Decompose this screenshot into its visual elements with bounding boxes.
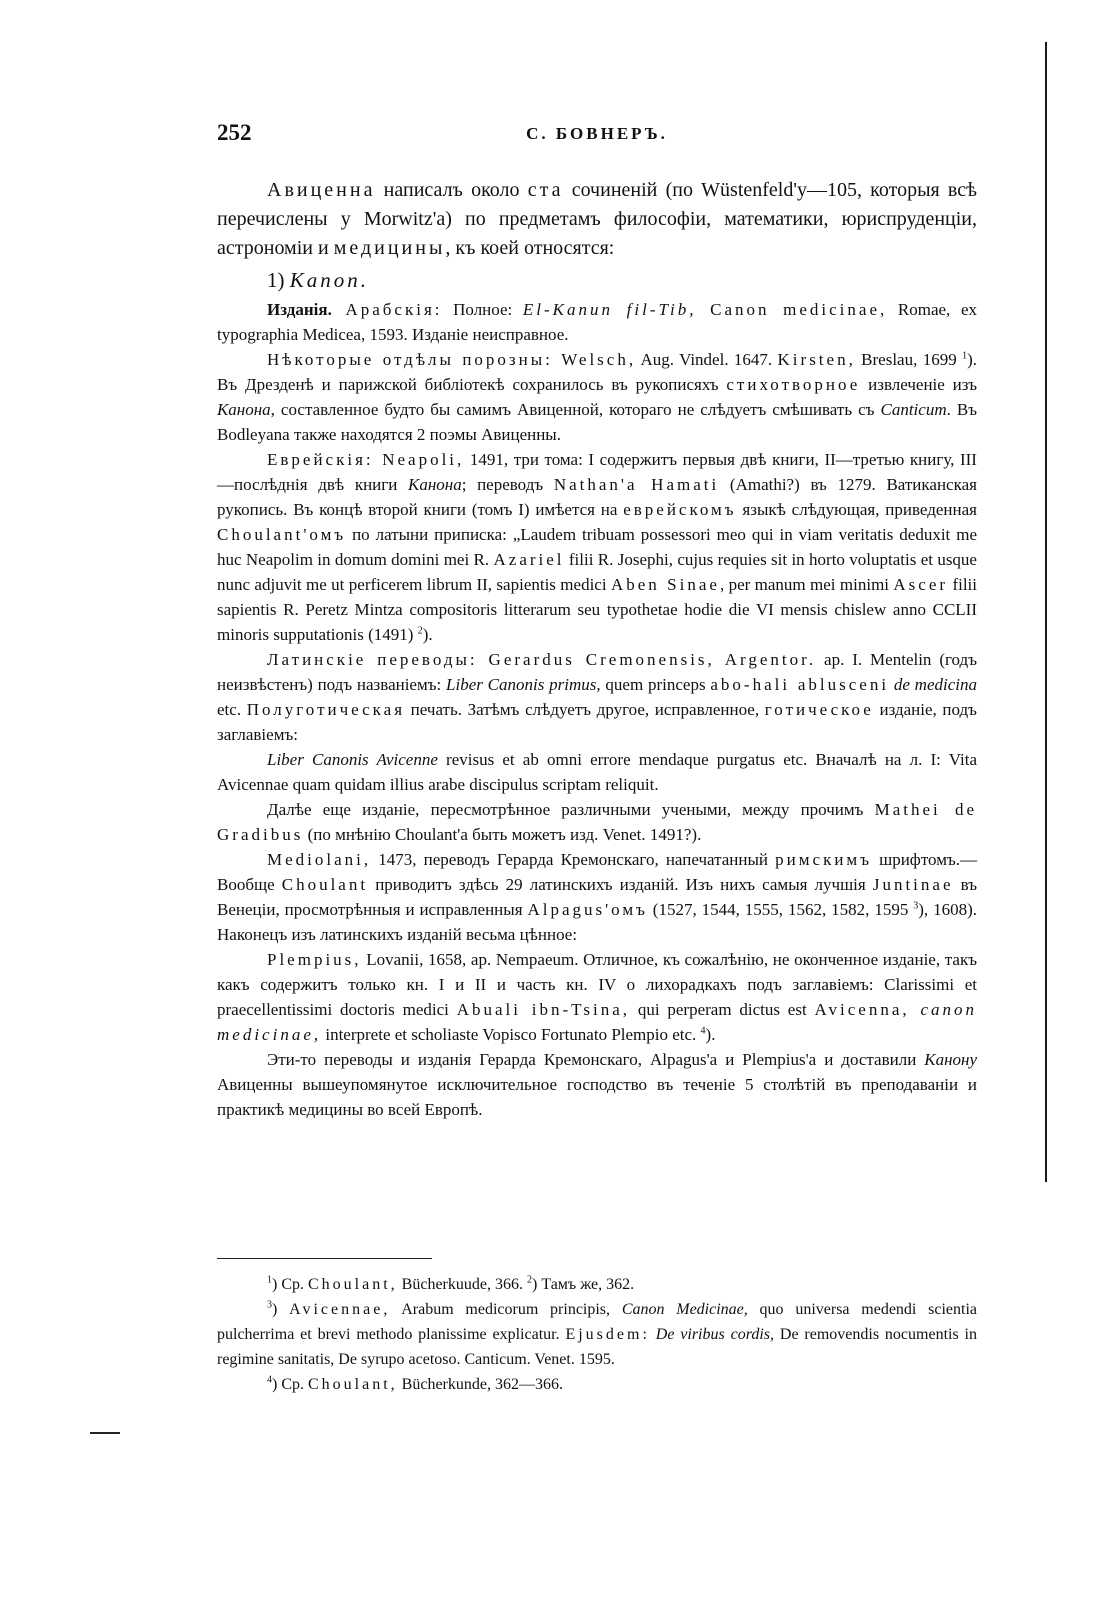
title-kanon: Канону xyxy=(924,1050,977,1069)
text: по латыни приписка: „Laudem tribuam possessori meo qui in viam veritatis deduxit me huc Neapolim in domum domini mei R. xyxy=(217,525,977,569)
title-liber-canonis: Liber Canonis primus, xyxy=(446,675,601,694)
text: языкѣ слѣдующая, приведенная xyxy=(736,500,977,519)
footnote-ref: 4 xyxy=(700,1025,706,1037)
text: 1473, переводъ Герарда Кремонскаго, напечатанный xyxy=(371,850,776,869)
text: изданіе, подъ заглавіемъ: xyxy=(217,700,977,744)
paragraph-plempius xyxy=(217,947,977,1047)
paragraph-liber xyxy=(217,747,977,797)
text: ) Тамъ же, 362. xyxy=(531,1276,635,1293)
text: filii sapientis R. Peretz Mintza compositoris litterarum seu typothetae hodie die VI mensis chislew anno CCLII minoris supputationis (1491) xyxy=(217,575,977,644)
paragraph-mediolani xyxy=(217,847,977,947)
page-edge-line xyxy=(1045,42,1047,1182)
text: Bücherkunde, 362—366. xyxy=(397,1376,563,1393)
text: (Amathi?) въ 1279. Ватиканская рукопись. Въ концѣ второй книги (томъ I) имѣется на xyxy=(217,475,977,519)
text: ). xyxy=(705,1025,716,1044)
text: De removendis nocumentis in regimine sanitatis, De syrupo acetoso. Canticum. Venet. 1595. xyxy=(217,1326,978,1368)
name-choulant: Choulant xyxy=(281,875,369,894)
text: etc. xyxy=(217,700,247,719)
text: qui perperam dictus est xyxy=(630,1000,815,1019)
paragraph-conclusion xyxy=(217,1047,977,1122)
name-choulant: Choulant'омъ xyxy=(217,525,347,544)
title-de-viribus-cordis: De viribus cordis, xyxy=(649,1326,775,1343)
name-avicenna: Avicenna, xyxy=(814,1000,910,1019)
term-sta: ста xyxy=(527,179,564,201)
paragraph-latin xyxy=(217,647,977,747)
section-title: Kanon. xyxy=(289,268,370,292)
text: , per manum mei minimi xyxy=(719,575,894,594)
text: Romae, ex typographia Medicea, 1593. Изданіе неисправное. xyxy=(217,300,977,344)
text: , составленное будто бы самимъ Авиценной, котораго не слѣдуетъ смѣшивать съ xyxy=(270,400,881,419)
text: ; переводъ xyxy=(461,475,554,494)
footnote-ref: 3 xyxy=(913,900,919,912)
name-abohali: abo-hali ablusceni xyxy=(710,675,890,694)
footnote-3 xyxy=(217,1297,977,1372)
title-de-medicina: de medicina xyxy=(889,675,977,694)
term-medicine: медицины xyxy=(333,237,446,259)
footnote-mark: 4 xyxy=(267,1374,272,1386)
text: ). Въ Дрезденѣ и парижской библіотекѣ сохранилось въ рукописяхъ xyxy=(217,350,977,394)
title-canon: Canon medicinae, xyxy=(696,300,888,319)
text: Bücherkuude, 366. xyxy=(397,1276,527,1293)
footnote-mark: 2 xyxy=(526,1274,532,1286)
text: приводитъ здѣсь 29 латинскихъ изданій. Изъ нихъ самыя лучшія xyxy=(368,875,873,894)
name-aben-sina: Aben Sinae xyxy=(610,575,720,594)
text: Lovanii, 1658, ap. Nempaeum. Отличное, къ сожалѣнію, не оконченное изданіе, такъ какъ содержитъ только кн. I и II и часть кн. IV о лихорадкахъ подъ заглавіемъ: Clarissimi et praecellentissimi doctoris medici xyxy=(217,950,977,1019)
name-juntinae: Juntinae xyxy=(872,875,954,894)
text: Эти-то переводы и изданія Герарда Кремонскаго, Alpagus'а и Plempius'а и доставили xyxy=(267,1050,925,1069)
text: (1527, 1544, 1555, 1562, 1582, 1595 xyxy=(647,900,914,919)
paragraph-further-edition xyxy=(217,797,977,847)
text: печать. Затѣмъ слѣдуетъ другое, исправленное, xyxy=(405,700,765,719)
term-roman: римскимъ xyxy=(775,850,872,869)
text: ) xyxy=(272,1301,290,1318)
text: Arabum medicorum principis, xyxy=(390,1301,622,1318)
section-number: 1) xyxy=(267,268,290,292)
text: ) Cp. xyxy=(272,1276,308,1293)
text: ). xyxy=(422,625,433,644)
name-nathan-hamati: Nathan'а Hamati xyxy=(553,475,720,494)
text: interprete et scholiaste Vopisco Fortunato Plempio etc. xyxy=(321,1025,701,1044)
footnote-separator xyxy=(217,1258,432,1259)
name-choulant: Choulant, xyxy=(308,1376,398,1393)
text: шрифтомъ.—Вообще xyxy=(217,850,978,894)
title-canticum: Canticum xyxy=(880,400,947,419)
text: въ Венеціи, просмотрѣнныя и исправленныя xyxy=(217,875,978,919)
page-body xyxy=(217,176,977,1122)
label-some-parts: Нѣкоторые отдѣлы порозны: xyxy=(267,350,553,369)
footnote-mark: 1 xyxy=(267,1274,272,1286)
footnote-ref: 1 xyxy=(962,350,968,362)
text: 1491, три тома: I содержитъ первыя двѣ книги, II—третью книгу, III—послѣднія двѣ книги xyxy=(217,450,977,494)
text: сочиненій (по Wüstenfeld'у—105, которыя всѣ перечислены у Morwitz'а) по предметамъ философіи, математики, юриспруденціи, астрономіи и xyxy=(217,179,977,259)
name-abuali: Abuali ibn-Tsina, xyxy=(456,1000,630,1019)
name-neapoli: Neapoli, xyxy=(373,450,465,469)
footnote-4 xyxy=(217,1372,977,1397)
label-hebrew: Еврейскія: xyxy=(267,450,374,469)
paragraph-editions xyxy=(217,297,977,347)
text: (по мнѣнію Choulant'а быть можетъ изд. Venet. 1491?). xyxy=(303,825,702,844)
name-ascer: Ascer xyxy=(893,575,949,594)
term-hebrew: еврейскомъ xyxy=(623,500,737,519)
name-kirsten: Kirsten, xyxy=(777,350,856,369)
text: revisus et ab omni errore mendaque purgatus etc. Вначалѣ на л. I: Vita Avicennae quam quidam illius arabe discipulus scriptam reliquit. xyxy=(217,750,977,794)
term-gothic: готическое xyxy=(764,700,874,719)
term-ejusdem: Ejusdem: xyxy=(565,1326,650,1343)
label-editions: Изданія. xyxy=(267,300,332,319)
footnotes xyxy=(217,1272,977,1397)
name-mediolani: Mediolani, xyxy=(267,850,372,869)
term-verse: стихотворное xyxy=(726,375,861,394)
text: ) Cp. xyxy=(272,1376,308,1393)
title-liber-canonis-avicenne: Liber Canonis Avicenne xyxy=(267,750,438,769)
text: filii R. Josephi, cujus requies sit in horto voluptatis et usque nunc adjuvit me ut perficerem librum II, sapientis medici xyxy=(217,550,977,594)
running-title: С. БОВНЕРЪ. xyxy=(526,124,668,143)
name-azariel: Azariel xyxy=(493,550,565,569)
label-arabic: Арабскія: xyxy=(331,300,443,319)
intro-paragraph xyxy=(217,176,977,263)
text: ), 1608). Наконецъ изъ латинскихъ изданій весьма цѣнное: xyxy=(217,900,977,944)
title-canon-medicinae: canon medicinae, xyxy=(217,1000,978,1044)
title-kanon: Канона xyxy=(217,400,271,419)
term-avicenna: Авиценна xyxy=(267,179,376,201)
text: quo universa medendi scientia pulcherrima et brevi methodo planissime explicatur. xyxy=(217,1301,978,1343)
text: Далѣе еще изданіе, пересмотрѣнное различными учеными, между прочимъ xyxy=(267,800,875,819)
footnote-mark: 3 xyxy=(267,1299,272,1311)
name-plempius: Plempius, xyxy=(267,950,362,969)
name-alpagus: Alpagus'омъ xyxy=(527,900,648,919)
text: Полное: xyxy=(442,300,523,319)
term-semigothic: Полуготическая xyxy=(246,700,406,719)
text: Breslau, 1699 xyxy=(855,350,963,369)
text: quem princeps xyxy=(600,675,711,694)
label-latin: Латинскіе переводы: xyxy=(267,650,478,669)
text: извлеченіе изъ xyxy=(860,375,977,394)
name-mathei: Mathei de Gradibus xyxy=(217,800,977,844)
footnote-ref: 2 xyxy=(417,625,423,637)
page-number: 252 xyxy=(217,120,252,145)
text: Aug. Vindel. 1647. xyxy=(636,350,778,369)
text: . Въ Bodleyana также находятся 2 поэмы Авиценны. xyxy=(217,400,977,444)
title-kanon: Канона xyxy=(408,475,462,494)
section-kanon xyxy=(217,265,977,295)
name-gerardus: Gerardus Cremonensis, Argentor. xyxy=(477,650,817,669)
name-welsch: Welsch, xyxy=(552,350,637,369)
name-avicennae: Avicennae, xyxy=(289,1301,391,1318)
paragraph-hebrew xyxy=(217,447,977,647)
paragraph-some-parts xyxy=(217,347,977,447)
page-header xyxy=(217,120,977,150)
title-canon-medicinae: Canon Medicinae, xyxy=(621,1301,748,1318)
name-choulant: Choulant, xyxy=(308,1276,398,1293)
text: Авиценны вышеупомянутое исключительное господство въ теченіе 5 столѣтій въ преподаваніи и практикѣ медицины во всей Европѣ. xyxy=(217,1075,977,1119)
margin-dash xyxy=(90,1432,120,1434)
footnote-1-2 xyxy=(217,1272,977,1297)
title-elkanun: El-Kanun fil-Tib, xyxy=(522,300,697,319)
text: , къ коей относятся: xyxy=(445,237,615,259)
text: ap. I. Mentelin (годъ неизвѣстенъ) подъ названіемъ: xyxy=(217,650,978,694)
text: написалъ около xyxy=(375,179,528,201)
